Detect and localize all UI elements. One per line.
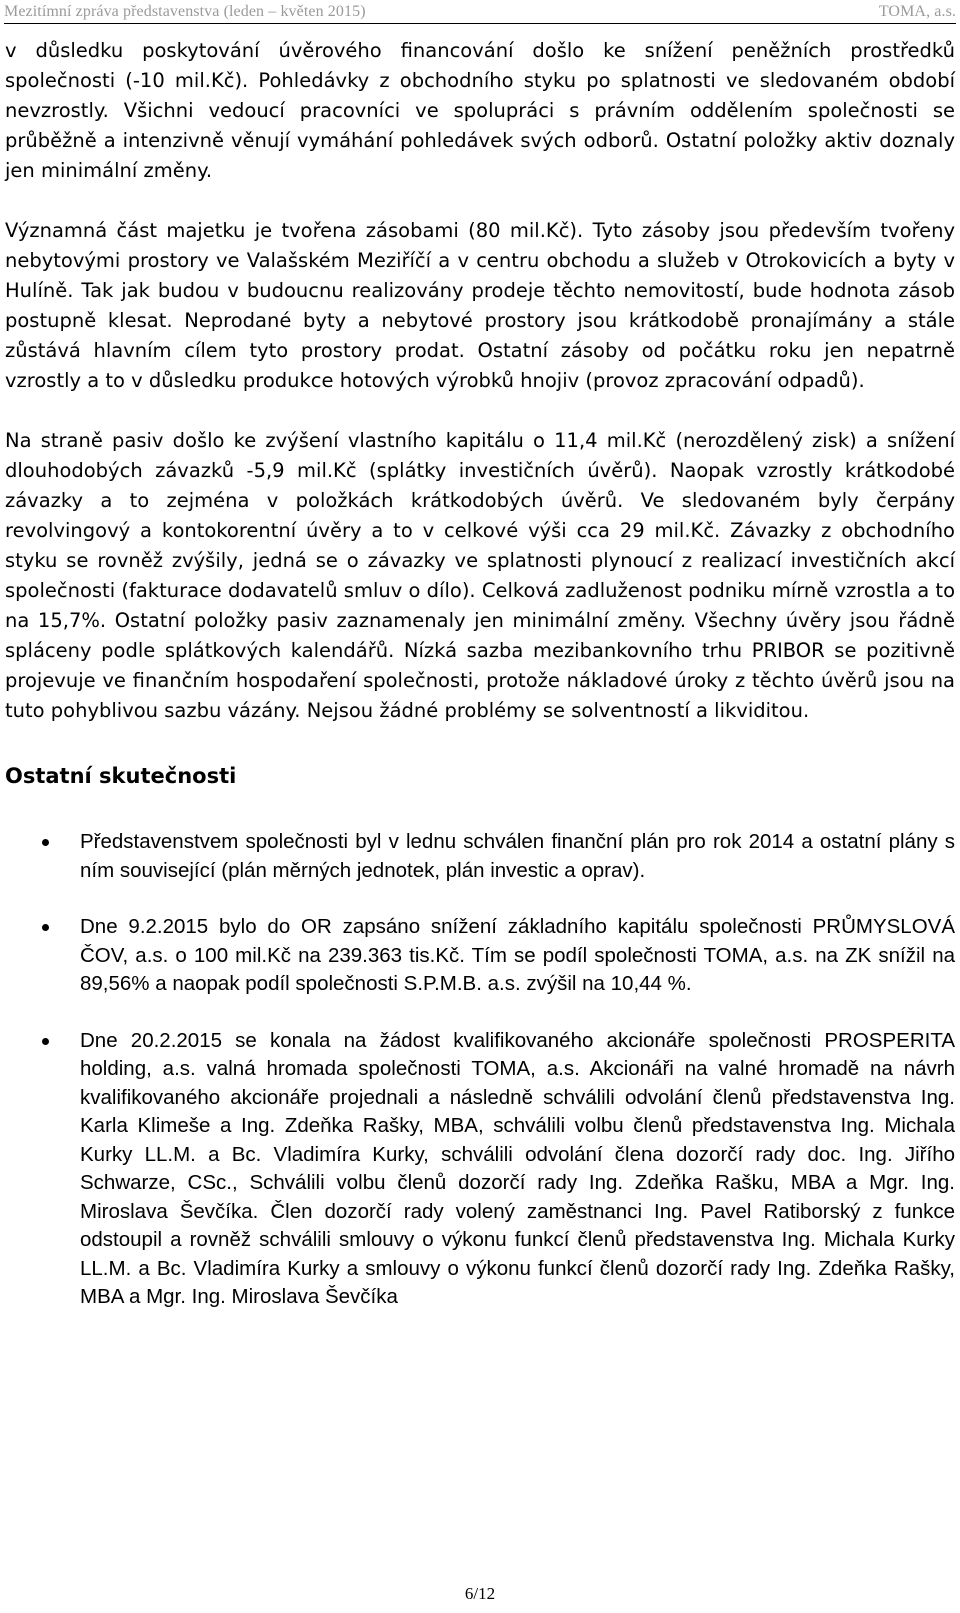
list-item-text: Představenstvem společnosti byl v lednu schválen finanční plán pro rok 2014 a ostatní plány s ním související (plán měrných jednotek, plán investic a oprav). xyxy=(80,830,955,882)
list-item xyxy=(5,913,955,999)
section-heading: Ostatní skutečnosti xyxy=(5,764,237,788)
page-header xyxy=(4,0,956,24)
list-item-text: Dne 20.2.2015 se konala na žádost kvalifikovaného akcionáře společnosti PROSPERITA holding, a.s. valná hromada společnosti TOMA, a.s. Akcionáři na valné hromadě na návrh kvalifikovaného akcionáře projednali a následně schválili odvolání členů představenstva Ing. Karla Klimeše a Ing. Zdeňka Rašky, MBA, schválili volbu členů představenstva Ing. Michala Kurky LL.M. a Bc. Vladimíra Kurky, schválili odvolání člena dozorčí rady doc. Ing. Jiřího Schwarze, CSc., Schválili volbu členů dozorčí rady Ing. Zdeňka Rašku, MBA a Mgr. Ing. Miroslava Ševčíka. Člen dozorčí rady volený zaměstnanci Ing. Pavel Ratiborský z funkce odstoupil a rovněž schválili smlouvy o výkonu funkcí členů představenstva Ing. Michala Kurky LL.M. a Bc. Vladimíra Kurky a smlouvy o výkonu funkcí členů dozorčí rady Ing. Zdeňka Rašky, MBA a Mgr. Ing. Miroslava Ševčíka xyxy=(80,1028,955,1308)
paragraph-inventory: Významná část majetku je tvořena zásobami (80 mil.Kč). Tyto zásoby jsou především tvořeny nebytovými prostory ve Valašském Meziříčí a v centru obchodu a služeb v Otrokovicích a byty v Hulíně. Tak jak budou v budoucnu realizovány prodeje těchto nemovitostí, bude hodnota zásob postupně klesat. Neprodané byty a nebytové prostory jsou krátkodobě pronajímány a stále zůstává hlavním cílem tyto prostory prodat. Ostatní zásoby od počátku roku jen nepatrně vzrostly a to v důsledku produkce hotových výrobků hnojiv (provoz zpracování odpadů). xyxy=(5,219,955,392)
page-number: 6/12 xyxy=(464,1584,496,1603)
paragraph-assets: v důsledku poskytování úvěrového financování došlo ke snížení peněžních prostředků společnosti (-10 mil.Kč). Pohledávky z obchodního styku po splatnosti ve sledovaném období nevzrostly. Všichni vedoucí pracovníci ve spolupráci s právním oddělením společnosti se průběžně a intenzivně věnují vymáhání pohledávek svých odborů. Ostatní položky aktiv doznaly jen minimální změny. xyxy=(5,39,955,182)
list-item xyxy=(5,828,955,885)
header-company: TOMA, a.s. xyxy=(878,3,956,20)
bullet-icon xyxy=(42,924,49,931)
header-title: Mezitímní zpráva představenstva (leden – květen 2015) xyxy=(4,3,366,20)
bullet-icon xyxy=(42,839,49,846)
other-facts-list xyxy=(5,828,955,1312)
bullet-icon xyxy=(42,1038,49,1045)
paragraph-liabilities: Na straně pasiv došlo ke zvýšení vlastního kapitálu o 11,4 mil.Kč (nerozdělený zisk) a snížení dlouhodobých závazků -5,9 mil.Kč (splátky investičních úvěrů). Naopak vzrostly krátkodobé závazky a to zejména v položkách krátkodobých úvěrů. Ve sledovaném byly čerpány revolvingový a kontokorentní úvěry a to v celkové výši cca 29 mil.Kč. Závazky z obchodního styku se rovněž zvýšily, jedná se o závazky ve splatnosti plynoucí z realizací investičních akcí společnosti (fakturace dodavatelů smluv o dílo). Celková zadluženost podniku mírně vzrostla a to na 15,7%. Ostatní položky pasiv zaznamenaly jen minimální změny. Všechny úvěry jsou řádně spláceny podle splátkových kalendářů. Nízká sazba mezibankovního trhu PRIBOR se pozitivně projevuje ve finančním hospodaření společnosti, protože nákladové úroky z těchto úvěrů jsou na tuto pohyblivou sazbu vázány. Nejsou žádné problémy se solventností a likviditou. xyxy=(5,429,955,722)
list-item-text: Dne 9.2.2015 bylo do OR zapsáno snížení základního kapitálu společnosti PRŮMYSLOVÁ ČOV, a.s. o 100 mil.Kč na 239.363 tis.Kč. Tím se podíl společnosti TOMA, a.s. na ZK snížil na 89,56% a naopak podíl společnosti S.P.M.B. a.s. zvýšil na 10,44 %. xyxy=(80,915,955,995)
list-item xyxy=(5,1027,955,1312)
page-content xyxy=(5,36,955,1340)
